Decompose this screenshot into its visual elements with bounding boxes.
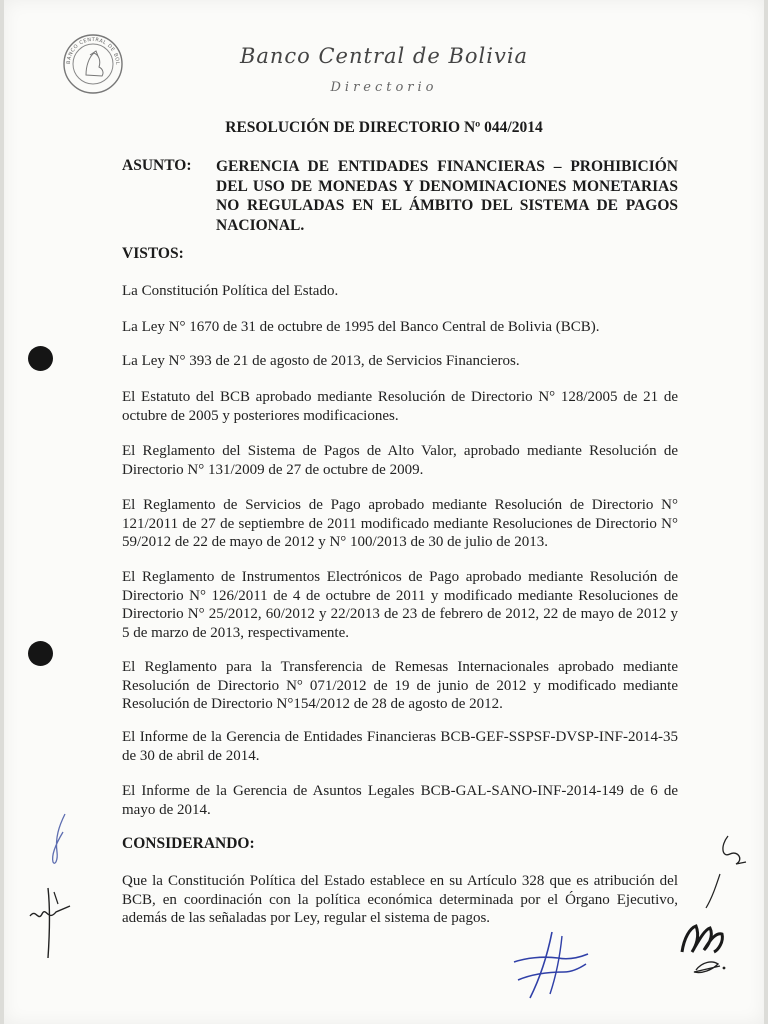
vistos-item: El Reglamento de Servicios de Pago aprobado mediante Resolución de Directorio N° 121/2011 de 27 de septiembre de 2011 modificado mediante Resoluciones de Directorio N° 59/2012 de 22 de mayo de 2012 y N° 100/2013 de 30 de julio de 2013. (122, 497, 678, 550)
asunto-label: ASUNTO: (122, 157, 192, 174)
considerando-heading: CONSIDERANDO: (122, 835, 255, 852)
vistos-item: El Reglamento para la Transferencia de Remesas Internacionales aprobado mediante Resolución de Directorio N° 071/2012 de 19 de junio de 2012 y modificado mediante Resolución de Directorio N°154/2012 de 28 de agosto de 2012. (122, 659, 678, 712)
resolution-title: RESOLUCIÓN DE DIRECTORIO Nº 044/2014 (225, 119, 543, 136)
vistos-item: La Ley N° 393 de 21 de agosto de 2013, de Servicios Financieros. (122, 353, 520, 369)
handwritten-signature (676, 912, 736, 980)
institution-name: Banco Central de Bolivia (239, 44, 529, 68)
vistos-item: El Reglamento de Instrumentos Electrónicos de Pago aprobado mediante Resolución de Directorio N° 126/2011 de 4 de octubre de 2011 y modificado mediante Resoluciones de Directorio N° 25/2012, 60/2012 y 22/2013 de 23 de febrero de 2012, 22 de mayo de 2012 y 5 de marzo de 2013, respectivamente. (122, 569, 678, 641)
handwritten-signature (512, 928, 592, 1002)
punch-hole (28, 346, 53, 371)
handwritten-signature (700, 832, 750, 912)
vistos-item: La Ley N° 1670 de 31 de octubre de 1995 del Banco Central de Bolivia (BCB). (122, 319, 600, 335)
vistos-item: El Estatuto del BCB aprobado mediante Resolución de Directorio N° 128/2005 de 21 de octubre de 2005 y posteriores modificaciones. (122, 389, 678, 424)
asunto-text: GERENCIA DE ENTIDADES FINANCIERAS – PROHIBICIÓN DEL USO DE MONEDAS Y DENOMINACIONES MONETARIAS NO REGULADAS EN EL ÁMBITO DEL SISTEMA DE PAGOS NACIONAL. (216, 158, 678, 234)
vistos-item: La Constitución Política del Estado. (122, 283, 339, 299)
handwritten-initial (45, 812, 75, 868)
seal-text: BANCO CENTRAL DE BOL (65, 36, 121, 66)
handwritten-signature (26, 882, 76, 962)
vistos-item: El Informe de la Gerencia de Entidades Financieras BCB-GEF-SSPSF-DVSP-INF-2014-35 de 30 de abril de 2014. (122, 729, 678, 764)
vistos-item: El Reglamento del Sistema de Pagos de Alto Valor, aprobado mediante Resolución de Directorio N° 131/2009 de 27 de octubre de 2009. (122, 443, 678, 478)
considerando-item: Que la Constitución Política del Estado establece en su Artículo 328 que es atribución del BCB, en coordinación con la política económica determinada por el Órgano Ejecutivo, además de las señaladas por Ley, regular el sistema de pagos. (122, 873, 678, 926)
department-name: Directorio (330, 80, 438, 95)
vistos-heading: VISTOS: (122, 245, 184, 262)
vistos-item: El Informe de la Gerencia de Asuntos Legales BCB-GAL-SANO-INF-2014-149 de 6 de mayo de 2014. (122, 783, 678, 818)
punch-hole (28, 641, 53, 666)
